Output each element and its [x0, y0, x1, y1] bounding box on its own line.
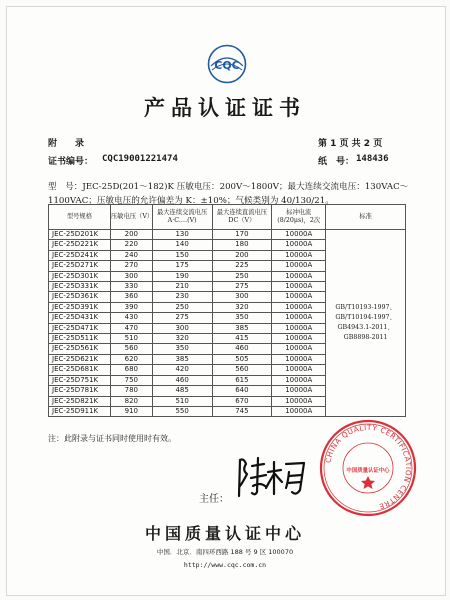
cell-ac-voltage: 150: [152, 250, 212, 260]
cell-surge-current: 10000A: [272, 240, 326, 250]
cell-dc-voltage: 350: [212, 313, 272, 323]
cell-dc-voltage: 320: [212, 302, 272, 312]
cell-ac-voltage: 190: [152, 271, 212, 281]
cell-varistor-voltage: 360: [110, 292, 152, 302]
cell-surge-current: 10000A: [272, 261, 326, 271]
cell-ac-voltage: 300: [152, 323, 212, 333]
cell-varistor-voltage: 270: [110, 261, 152, 271]
cell-surge-current: 10000A: [272, 365, 326, 375]
signer-label: 主任：: [199, 494, 229, 505]
cell-model: JEC-25D361K: [49, 292, 111, 302]
cell-model: JEC-25D221K: [49, 240, 111, 250]
cell-varistor-voltage: 910: [110, 406, 152, 416]
cell-ac-voltage: 460: [152, 375, 212, 385]
cell-model: JEC-25D781K: [49, 386, 111, 396]
cell-varistor-voltage: 780: [110, 386, 152, 396]
cell-ac-voltage: 420: [152, 365, 212, 375]
standard-line: GB/T10194-1997、: [335, 314, 396, 322]
seal-outer-text: CHINA QUALITY CERTIFICATION CENTRE: [323, 422, 414, 512]
seal-star-icon: [361, 476, 375, 489]
cell-dc-voltage: 300: [212, 292, 272, 302]
cell-surge-current: 10000A: [272, 375, 326, 385]
header-standard: 标准: [326, 205, 406, 230]
cell-dc-voltage: 745: [212, 406, 272, 416]
header-dc-voltage: 最大连续直流电压 DC（V）: [212, 205, 272, 230]
cell-model: JEC-25D681K: [49, 365, 111, 375]
cell-dc-voltage: 615: [212, 375, 272, 385]
header-varistor-voltage: 压敏电压（V）: [110, 205, 152, 230]
cell-model: JEC-25D271K: [49, 261, 111, 271]
cell-ac-voltage: 175: [152, 261, 212, 271]
cell-surge-current: 10000A: [272, 386, 326, 396]
cell-varistor-voltage: 220: [110, 240, 152, 250]
cell-dc-voltage: 385: [212, 323, 272, 333]
cell-standard: [326, 230, 406, 417]
cell-ac-voltage: 250: [152, 302, 212, 312]
cell-ac-voltage: 320: [152, 334, 212, 344]
cell-dc-voltage: 225: [212, 261, 272, 271]
paper-number: 148436: [356, 154, 389, 164]
cell-dc-voltage: 200: [212, 250, 272, 260]
cell-varistor-voltage: 200: [110, 230, 152, 240]
cell-varistor-voltage: 750: [110, 375, 152, 385]
cell-surge-current: 10000A: [272, 282, 326, 292]
attachment-label: 附 录: [48, 139, 85, 149]
cell-varistor-voltage: 330: [110, 282, 152, 292]
cell-surge-current: 10000A: [272, 313, 326, 323]
cell-surge-current: 10000A: [272, 250, 326, 260]
cell-ac-voltage: 210: [152, 282, 212, 292]
cell-model: JEC-25D561K: [49, 344, 111, 354]
cell-surge-current: 10000A: [272, 271, 326, 281]
cell-varistor-voltage: 430: [110, 313, 152, 323]
cell-dc-voltage: 415: [212, 334, 272, 344]
cell-ac-voltage: 550: [152, 406, 212, 416]
director-signature: [234, 452, 314, 504]
official-seal: [318, 418, 418, 518]
cell-model: JEC-25D201K: [49, 230, 111, 240]
cell-varistor-voltage: 470: [110, 323, 152, 333]
cqc-logo: [205, 44, 249, 84]
cell-surge-current: 10000A: [272, 323, 326, 333]
cell-ac-voltage: 230: [152, 292, 212, 302]
cell-ac-voltage: 130: [152, 230, 212, 240]
cell-dc-voltage: 250: [212, 271, 272, 281]
cert-number: CQC19001221474: [102, 154, 178, 164]
cell-varistor-voltage: 620: [110, 354, 152, 364]
table-header-row: [49, 205, 406, 230]
cell-surge-current: 10000A: [272, 334, 326, 344]
cell-model: JEC-25D621K: [49, 354, 111, 364]
cell-dc-voltage: 170: [212, 230, 272, 240]
cell-model: JEC-25D391K: [49, 302, 111, 312]
cell-varistor-voltage: 240: [110, 250, 152, 260]
cell-model: JEC-25D821K: [49, 396, 111, 406]
organization-name: 中国质量认证中心: [144, 524, 305, 543]
cell-varistor-voltage: 510: [110, 334, 152, 344]
standard-line: GB8898-2011: [343, 334, 388, 342]
cell-surge-current: 10000A: [272, 302, 326, 312]
cell-dc-voltage: 460: [212, 344, 272, 354]
cell-surge-current: 10000A: [272, 406, 326, 416]
cell-surge-current: 10000A: [272, 344, 326, 354]
cell-ac-voltage: 485: [152, 386, 212, 396]
cell-surge-current: 10000A: [272, 354, 326, 364]
cell-ac-voltage: 510: [152, 396, 212, 406]
cell-dc-voltage: 275: [212, 282, 272, 292]
cell-model: JEC-25D301K: [49, 271, 111, 281]
cell-ac-voltage: 275: [152, 313, 212, 323]
cell-model: JEC-25D751K: [49, 375, 111, 385]
seal-inner-text: 中国质量认证中心: [346, 468, 390, 474]
cell-model: JEC-25D331K: [49, 282, 111, 292]
header-ac-voltage: 最大连续交流电压 A·C.…(V): [152, 205, 212, 230]
cell-model: JEC-25D911K: [49, 406, 111, 416]
validity-note: 注：此附录与证书同时使用时有效。: [48, 434, 176, 443]
cell-dc-voltage: 670: [212, 396, 272, 406]
cell-dc-voltage: 180: [212, 240, 272, 250]
cell-varistor-voltage: 560: [110, 344, 152, 354]
organization-website[interactable]: http://www.cqc.com.cn: [183, 561, 267, 569]
standard-line: GB4943.1-2011、: [337, 324, 394, 332]
cell-varistor-voltage: 680: [110, 365, 152, 375]
cert-number-label: 证书编号：: [48, 157, 94, 167]
table-row: [49, 230, 406, 240]
cell-ac-voltage: 385: [152, 354, 212, 364]
cell-ac-voltage: 350: [152, 344, 212, 354]
cell-surge-current: 10000A: [272, 230, 326, 240]
cell-surge-current: 10000A: [272, 396, 326, 406]
cell-model: JEC-25D471K: [49, 323, 111, 333]
logo-text: CQC: [214, 59, 240, 72]
cell-dc-voltage: 640: [212, 386, 272, 396]
product-table: [48, 204, 406, 417]
cell-varistor-voltage: 300: [110, 271, 152, 281]
header-model: 型号规格: [49, 205, 111, 230]
spec-text: 型 号：JEC-25D(201～182)K 压敏电压：200V～1800V；最大连续交流电压：130VAC～1100VAC；压敏电压的允许偏差为 K：±10%；气候类别为 40/130/21。: [48, 182, 409, 206]
cell-dc-voltage: 560: [212, 365, 272, 375]
cell-model: JEC-25D511K: [49, 334, 111, 344]
standard-line: GB/T10193-1997、: [335, 304, 396, 312]
page-info: 第 1 页 共 2 页: [318, 139, 383, 149]
organization-address: 中国．北京．南四环西路 188 号 9 区 100070: [156, 548, 294, 556]
cell-varistor-voltage: 390: [110, 302, 152, 312]
cell-surge-current: 10000A: [272, 292, 326, 302]
header-surge-current: 标冲电流 (8/20μs)，2次: [272, 205, 326, 230]
paper-number-label: 纸 号：: [318, 157, 355, 167]
certificate-title: 产品认证证书: [144, 96, 306, 120]
cell-ac-voltage: 140: [152, 240, 212, 250]
cell-dc-voltage: 505: [212, 354, 272, 364]
cell-model: JEC-25D431K: [49, 313, 111, 323]
cell-model: JEC-25D241K: [49, 250, 111, 260]
cell-varistor-voltage: 820: [110, 396, 152, 406]
